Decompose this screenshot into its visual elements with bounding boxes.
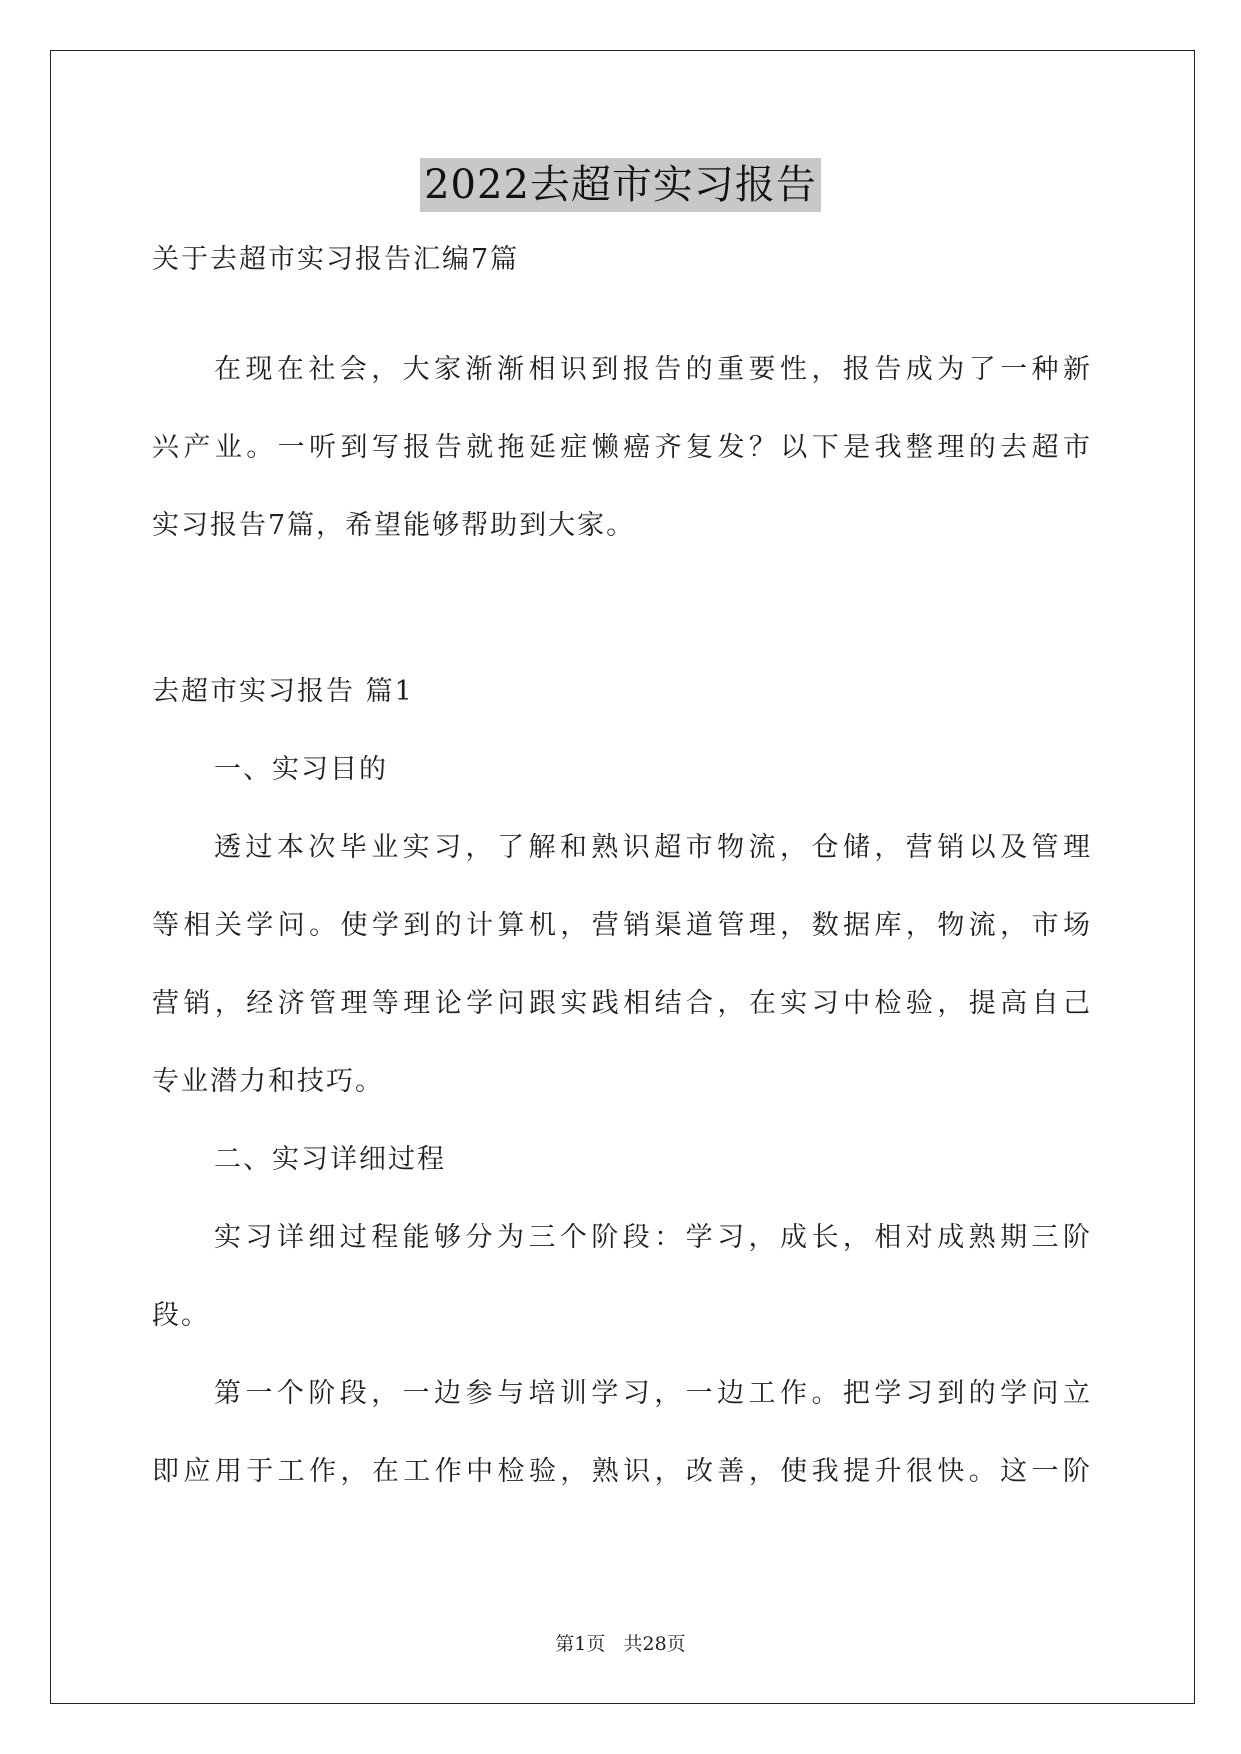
para-2-line-2: 段。 xyxy=(152,1300,210,1331)
para-3-line-2: 即应用于工作，在工作中检验，熟识，改善，使我提升很快。这一阶 xyxy=(152,1456,1092,1487)
intro-line-2: 兴产业。一听到写报告就拖延症懒癌齐复发？以下是我整理的去超市 xyxy=(152,432,1092,463)
para-1-line-1: 透过本次毕业实习，了解和熟识超市物流，仓储，营销以及管理 xyxy=(214,832,1092,863)
document-title: 2022去超市实习报告 xyxy=(420,158,821,212)
intro-line-3: 实习报告7篇，希望能够帮助到大家。 xyxy=(152,510,636,541)
para-1-line-2: 等相关学问。使学到的计算机，营销渠道管理，数据库，物流，市场 xyxy=(152,910,1092,941)
para-1-line-4: 专业潜力和技巧。 xyxy=(152,1066,384,1097)
para-2-line-1: 实习详细过程能够分为三个阶段：学习，成长，相对成熟期三阶 xyxy=(214,1222,1092,1253)
intro-line-1: 在现在社会，大家渐渐相识到报告的重要性，报告成为了一种新 xyxy=(214,354,1092,385)
section-heading: 去超市实习报告 篇1 xyxy=(152,676,414,707)
heading-purpose: 一、实习目的 xyxy=(214,754,388,785)
para-1-line-3: 营销，经济管理等理论学问跟实践相结合，在实习中检验，提高自己 xyxy=(152,988,1092,1019)
page-number-footer: 第1页 共28页 xyxy=(555,1633,686,1655)
para-3-line-1: 第一个阶段，一边参与培训学习，一边工作。把学习到的学问立 xyxy=(214,1378,1092,1409)
title-container xyxy=(0,158,1241,212)
document-subtitle: 关于去超市实习报告汇编7篇 xyxy=(152,244,520,275)
heading-process: 二、实习详细过程 xyxy=(214,1144,446,1175)
